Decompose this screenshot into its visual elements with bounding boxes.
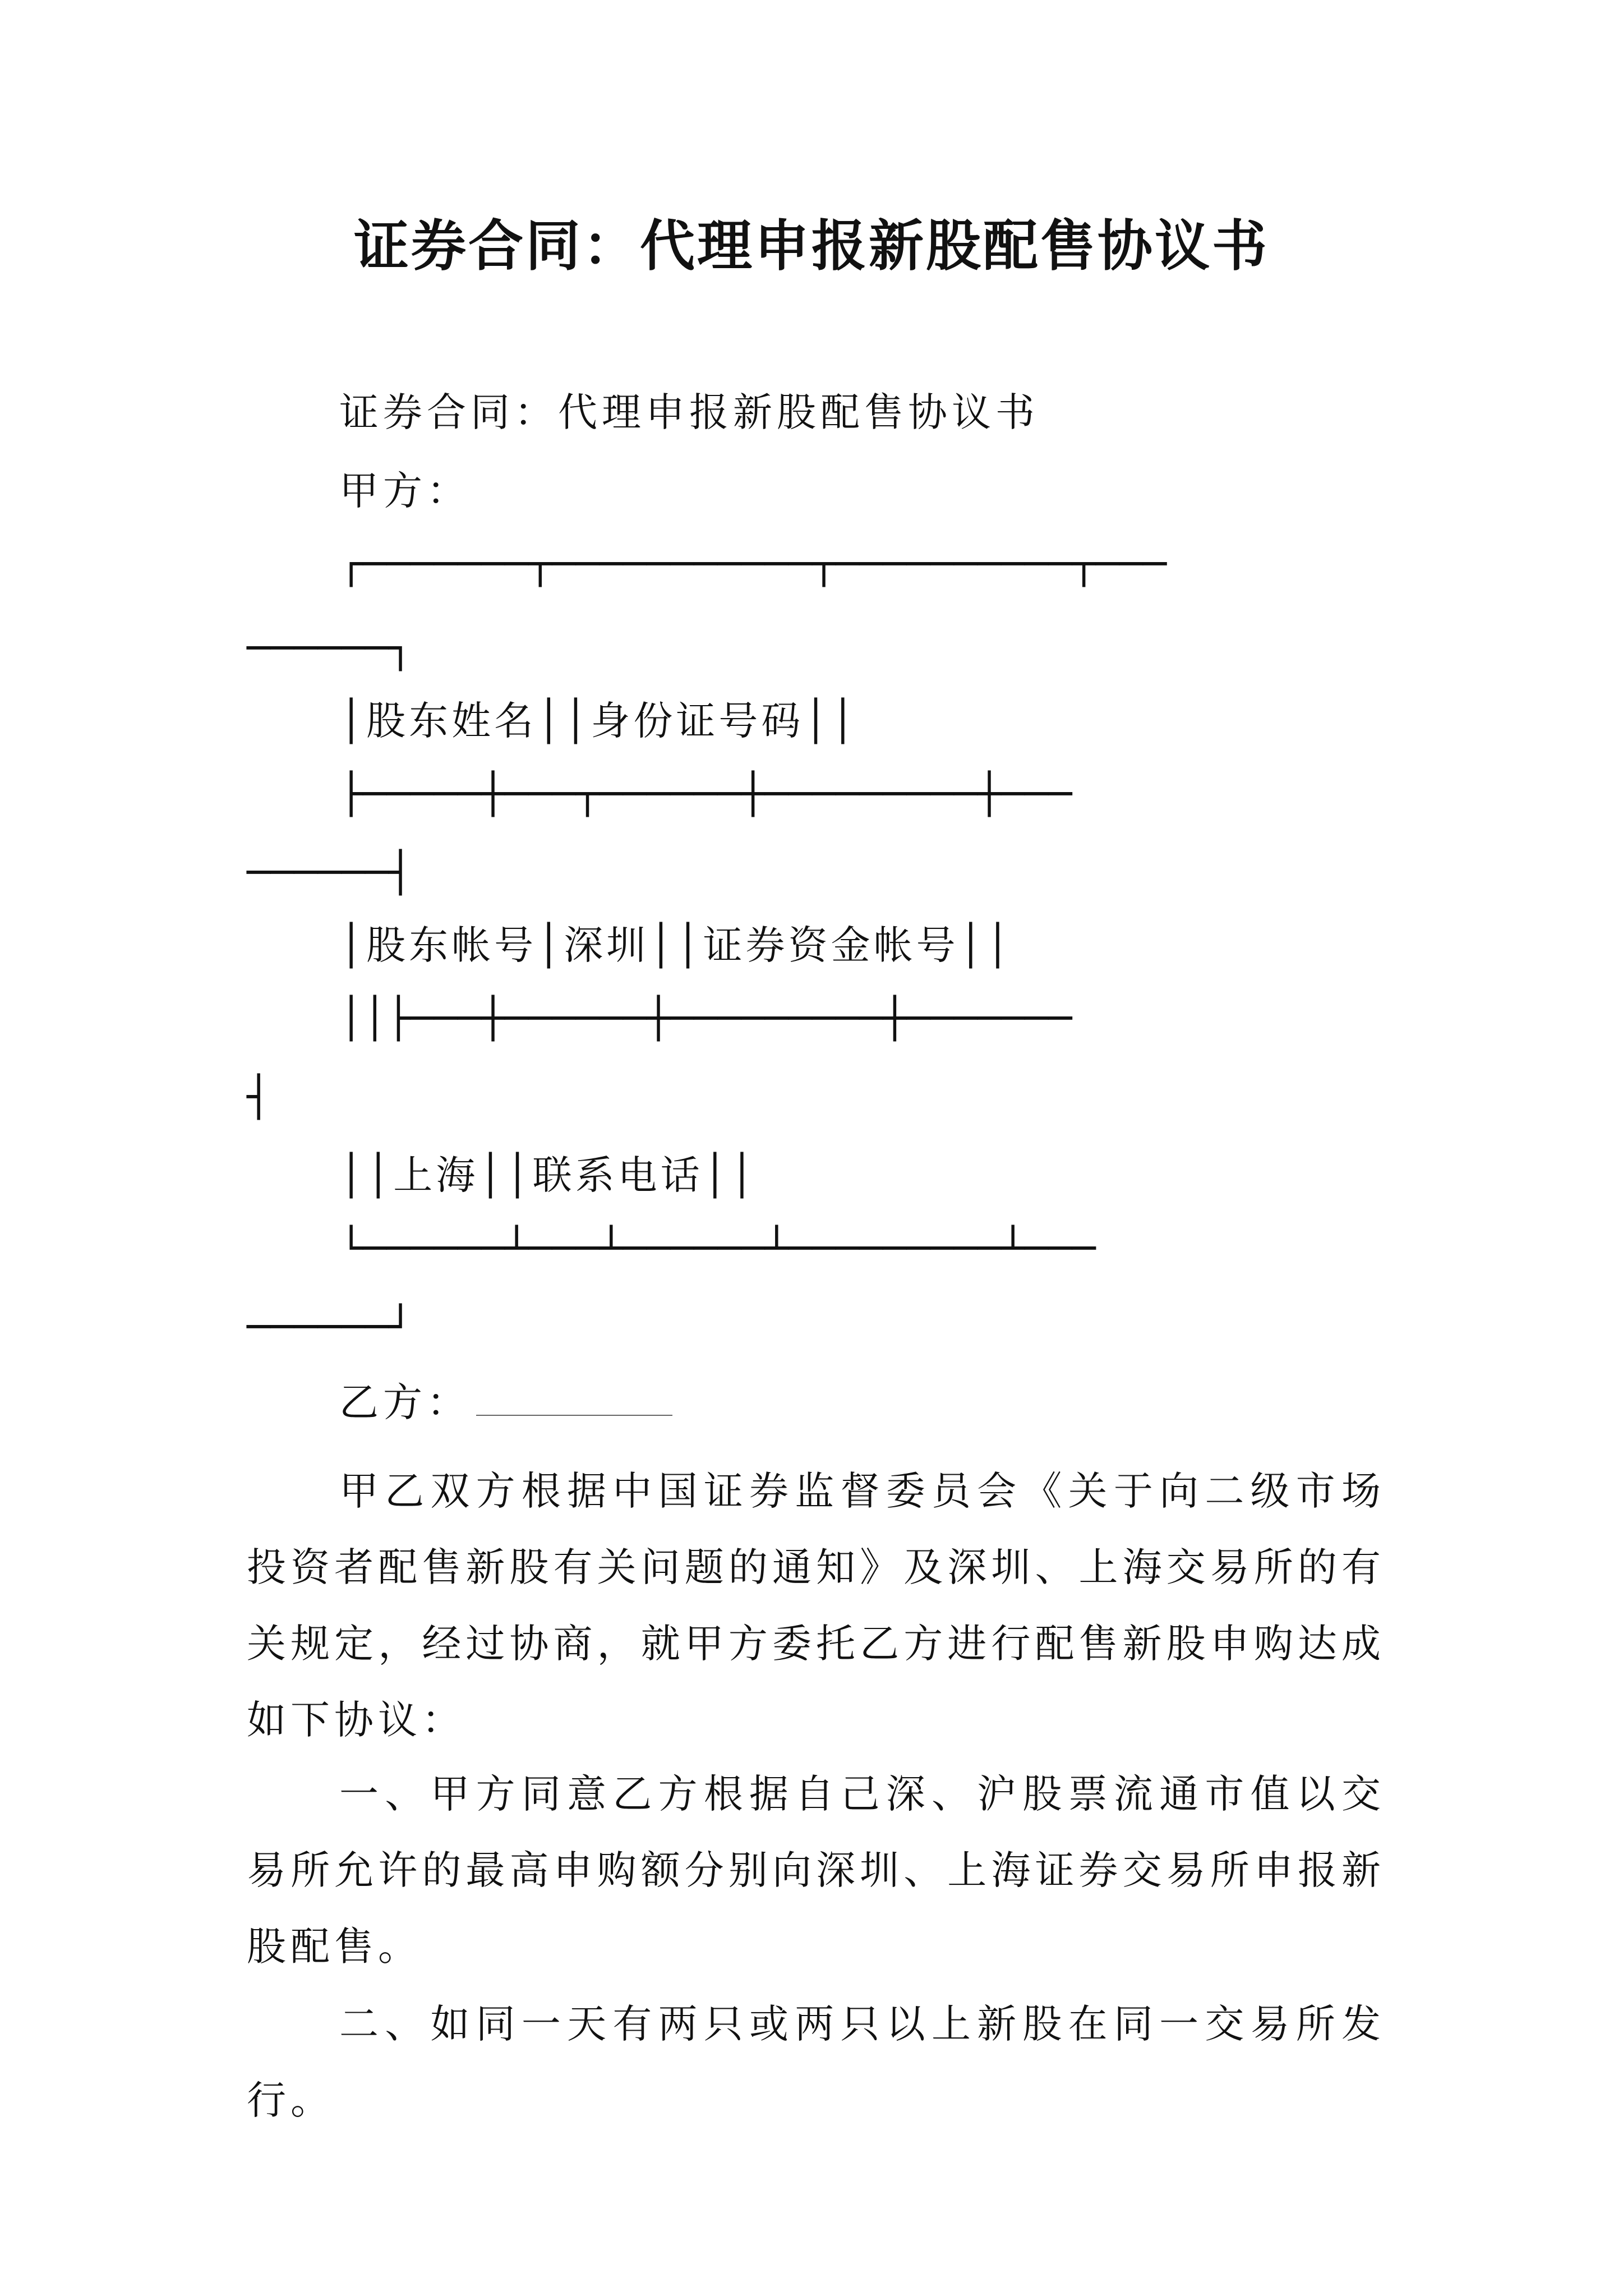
paragraph-intro: 甲乙双方根据中国证券监督委员会《关于向二级市场投资者配售新股有关问题的通知》及深圳、上海交易所的有关规定，经过协商，就甲方委托乙方进行配售新股申购达成如下协议： xyxy=(247,1468,1385,1743)
table-border-top-cont: ──────┐ xyxy=(247,625,413,671)
paragraph-clause-1: 一、甲方同意乙方根据自己深、沪股票流通市值以交易所允许的最高申购额分别向深圳、上海证券交易所申报新股配售。 xyxy=(247,1771,1385,1970)
document-subtitle: 证券合同：代理申报新股配售协议书 xyxy=(339,389,1039,435)
table-row-shareholder-name: │股东姓名││身份证号码││ xyxy=(339,698,858,744)
table-border-bottom: └──────┴───┴──────┴─────────┴─── xyxy=(339,1225,1096,1271)
table-border-bottom-cont: ──────┘ xyxy=(247,1304,413,1350)
table-row-account: │股东帐号│深圳││证券资金帐号││ xyxy=(339,922,1013,968)
document-title: 证券合同：代理申报新股配售协议书 xyxy=(353,214,1269,278)
table-border-mid-2: ││├───┼──────┼─────────┼─────── xyxy=(339,995,1072,1041)
table-border-mid-1: ├─────┼───┬──────┼─────────┼─── xyxy=(339,771,1072,817)
table-border-mid-2-cont: ┤ xyxy=(247,1074,271,1120)
party-b-line xyxy=(339,1377,672,1428)
party-b-blank xyxy=(476,1380,672,1416)
paragraph-clause-2: 二、如同一天有两只或两只以上新股在同一交易所发行。 xyxy=(247,2001,1385,2123)
table-row-shanghai: ││上海││联系电话││ xyxy=(339,1152,757,1198)
table-border-top: ┌───────┬───────────┬──────────┬─── xyxy=(339,541,1167,587)
table-border-mid-1-cont: ──────┤ xyxy=(247,849,413,895)
party-b-label: 乙方： xyxy=(339,1379,471,1425)
party-a-label: 甲方： xyxy=(339,468,471,514)
